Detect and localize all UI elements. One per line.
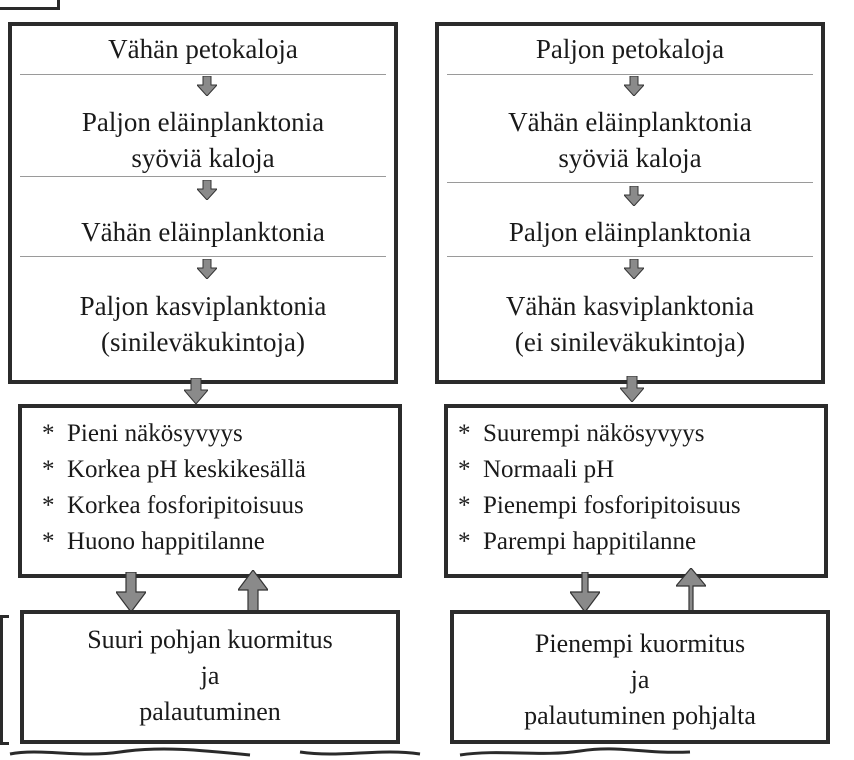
left-load-box bbox=[20, 610, 400, 744]
left-divider-1 bbox=[20, 74, 386, 75]
left-effects-list bbox=[22, 408, 398, 560]
right-down-arrow-1 bbox=[624, 76, 644, 96]
left-divider-3 bbox=[20, 256, 386, 257]
left-down-arrow-1 bbox=[197, 76, 217, 96]
left-down-arrow-2 bbox=[197, 180, 217, 200]
top-margin-scribble bbox=[0, 0, 60, 10]
right-effect-item: * Normaali pH bbox=[458, 452, 814, 488]
bullet-asterisk: * bbox=[42, 420, 55, 447]
bullet-asterisk: * bbox=[42, 456, 55, 483]
left-divider-2 bbox=[20, 176, 386, 177]
bullet-asterisk: * bbox=[42, 492, 55, 519]
left-effect-item: * Pieni näkösyvyys bbox=[42, 416, 388, 452]
right-down-arrow-3 bbox=[624, 259, 644, 279]
right-chain-step-4: Vähän kasviplanktonia (ei sinileväkukintoja) bbox=[505, 291, 755, 357]
right-effect-item: * Suurempi näkösyvyys bbox=[458, 416, 814, 452]
right-down-arrow-2 bbox=[624, 186, 644, 206]
right-effects-down-arrow bbox=[570, 572, 600, 612]
right-chain-to-effects-arrow bbox=[620, 376, 644, 402]
left-load-text: Suuri pohjan kuormitus ja palautuminen bbox=[87, 625, 333, 726]
left-margin-bracket bbox=[0, 615, 9, 745]
left-effect-item: * Huono happitilanne bbox=[42, 524, 388, 560]
right-effects-list bbox=[448, 408, 824, 560]
right-chain-step-2: Vähän eläinplanktonia syöviä kaloja bbox=[508, 107, 752, 173]
bullet-asterisk: * bbox=[458, 456, 471, 483]
left-chain-step-1: Vähän petokaloja bbox=[108, 34, 298, 64]
left-effect-item: * Korkea fosforipitoisuus bbox=[42, 488, 388, 524]
left-effects-box bbox=[18, 404, 402, 578]
bullet-asterisk: * bbox=[458, 420, 471, 447]
right-divider-1 bbox=[447, 74, 813, 75]
left-chain-step-3: Vähän eläinplanktonia bbox=[81, 217, 325, 247]
left-down-arrow-3 bbox=[197, 259, 217, 279]
left-food-chain-box bbox=[8, 22, 398, 384]
right-load-box bbox=[450, 610, 830, 744]
left-chain-step-4: Paljon kasviplanktonia (sinileväkukintoja) bbox=[79, 291, 327, 357]
right-effect-item: * Parempi happitilanne bbox=[458, 524, 814, 560]
right-effects-box bbox=[444, 404, 828, 578]
right-chain-step-3: Paljon eläinplanktonia bbox=[508, 217, 752, 247]
right-food-chain-box bbox=[435, 22, 825, 384]
left-effect-item: * Korkea pH keskikesällä bbox=[42, 452, 388, 488]
bullet-asterisk: * bbox=[458, 492, 471, 519]
right-load-up-arrow bbox=[676, 568, 706, 612]
bullet-asterisk: * bbox=[42, 528, 55, 555]
left-chain-to-effects-arrow bbox=[184, 378, 208, 404]
right-effect-item: * Pienempi fosforipitoisuus bbox=[458, 488, 814, 524]
left-effects-down-arrow bbox=[116, 572, 146, 612]
right-divider-3 bbox=[447, 256, 813, 257]
right-divider-2 bbox=[447, 182, 813, 183]
bullet-asterisk: * bbox=[458, 528, 471, 555]
right-chain-step-1: Paljon petokaloja bbox=[535, 34, 725, 64]
left-load-up-arrow bbox=[238, 570, 268, 612]
left-chain-step-2: Paljon eläinplanktonia syöviä kaloja bbox=[81, 107, 325, 173]
right-load-text: Pienempi kuormitus ja palautuminen pohjalta bbox=[524, 629, 756, 730]
bottom-handwriting-scribble bbox=[0, 746, 854, 760]
